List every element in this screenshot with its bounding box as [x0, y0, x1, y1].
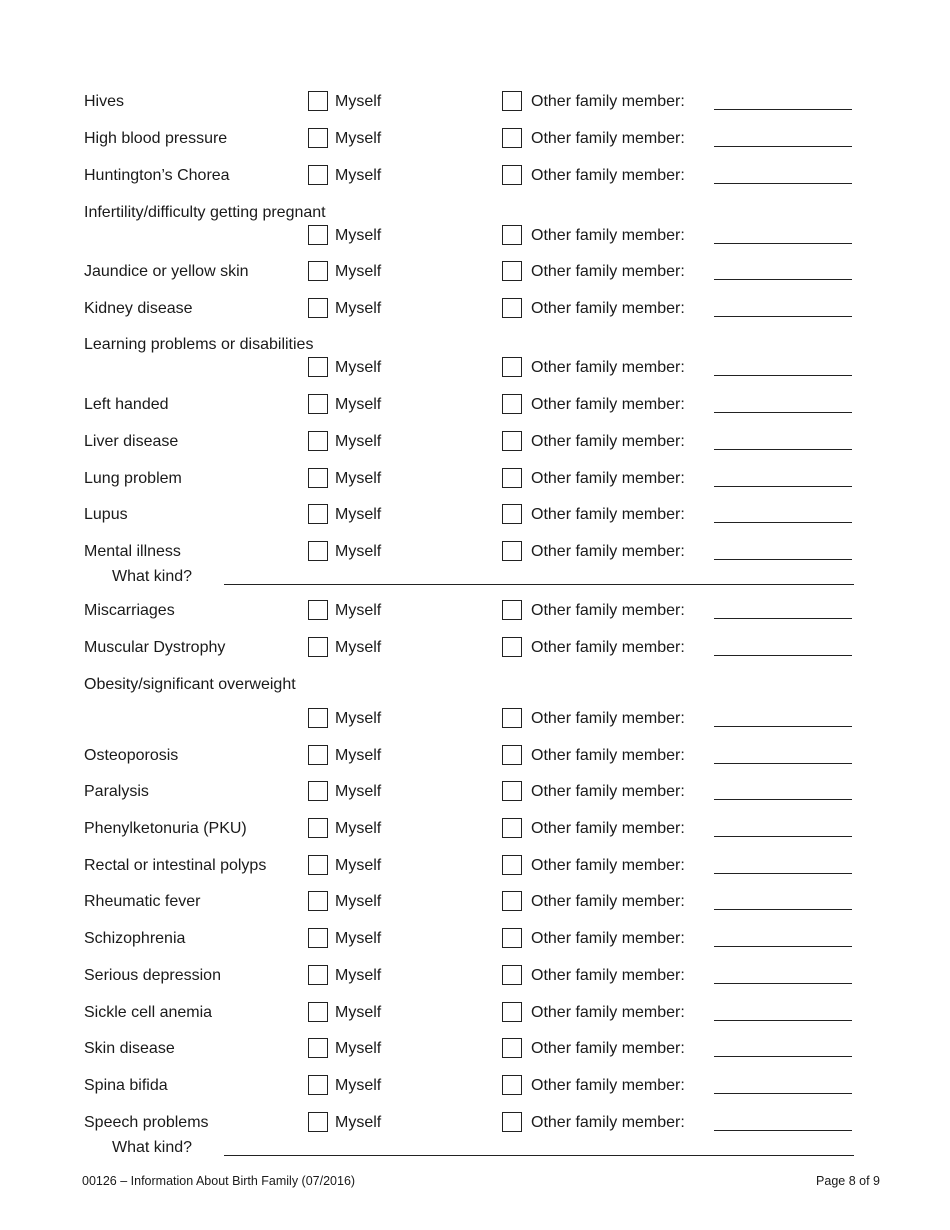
other-family-member-label: Other family member: — [531, 820, 685, 837]
other-family-member-blank[interactable] — [714, 909, 852, 910]
condition-label: Phenylketonuria (PKU) — [84, 820, 247, 837]
myself-checkbox[interactable] — [308, 91, 328, 111]
myself-label: Myself — [335, 93, 382, 110]
condition-label: Hives — [84, 93, 125, 110]
other-family-member-checkbox[interactable] — [502, 600, 522, 620]
other-family-member-checkbox[interactable] — [502, 431, 522, 451]
myself-checkbox[interactable] — [308, 781, 328, 801]
myself-label: Myself — [335, 893, 382, 910]
other-family-member-blank[interactable] — [714, 1056, 852, 1057]
other-family-member-blank[interactable] — [714, 559, 852, 560]
other-family-member-checkbox[interactable] — [502, 225, 522, 245]
myself-label: Myself — [335, 506, 382, 523]
condition-label: Spina bifida — [84, 1077, 168, 1094]
myself-label: Myself — [335, 1004, 382, 1021]
other-family-member-blank[interactable] — [714, 279, 852, 280]
other-family-member-label: Other family member: — [531, 359, 685, 376]
myself-checkbox[interactable] — [308, 1075, 328, 1095]
other-family-member-blank[interactable] — [714, 618, 852, 619]
other-family-member-blank[interactable] — [714, 946, 852, 947]
other-family-member-checkbox[interactable] — [502, 781, 522, 801]
myself-checkbox[interactable] — [308, 1002, 328, 1022]
other-family-member-checkbox[interactable] — [502, 818, 522, 838]
other-family-member-blank[interactable] — [714, 1020, 852, 1021]
other-family-member-blank[interactable] — [714, 375, 852, 376]
what-kind-blank[interactable] — [224, 1155, 854, 1156]
myself-checkbox[interactable] — [308, 928, 328, 948]
condition-label: Lung problem — [84, 470, 182, 487]
other-family-member-blank[interactable] — [714, 522, 852, 523]
myself-label: Myself — [335, 967, 382, 984]
condition-row — [0, 260, 950, 288]
condition-row — [0, 90, 950, 118]
myself-label: Myself — [335, 396, 382, 413]
condition-row — [0, 540, 950, 568]
myself-checkbox[interactable] — [308, 745, 328, 765]
myself-checkbox[interactable] — [308, 1112, 328, 1132]
myself-label: Myself — [335, 930, 382, 947]
other-family-member-checkbox[interactable] — [502, 468, 522, 488]
condition-label: Sickle cell anemia — [84, 1004, 213, 1021]
condition-label: Speech problems — [84, 1114, 209, 1131]
other-family-member-checkbox[interactable] — [502, 708, 522, 728]
myself-checkbox[interactable] — [308, 261, 328, 281]
condition-row — [0, 636, 950, 664]
condition-row — [0, 1111, 950, 1139]
myself-label: Myself — [335, 1077, 382, 1094]
condition-label: Schizophrenia — [84, 930, 186, 947]
myself-checkbox[interactable] — [308, 357, 328, 377]
myself-label: Myself — [335, 470, 382, 487]
condition-label: Infertility/difficulty getting pregnant — [84, 204, 326, 221]
what-kind-label: What kind? — [112, 568, 193, 585]
other-family-member-label: Other family member: — [531, 263, 685, 280]
condition-row — [0, 780, 950, 808]
other-family-member-label: Other family member: — [531, 639, 685, 656]
condition-row — [0, 164, 950, 192]
other-family-member-checkbox[interactable] — [502, 91, 522, 111]
condition-label: Liver disease — [84, 433, 179, 450]
myself-label: Myself — [335, 543, 382, 560]
myself-label: Myself — [335, 857, 382, 874]
condition-row — [0, 1037, 950, 1065]
other-family-member-checkbox[interactable] — [502, 541, 522, 561]
other-family-member-label: Other family member: — [531, 167, 685, 184]
myself-label: Myself — [335, 130, 382, 147]
other-family-member-label: Other family member: — [531, 857, 685, 874]
condition-row — [0, 890, 950, 918]
myself-label: Myself — [335, 1114, 382, 1131]
condition-row — [0, 467, 950, 495]
myself-label: Myself — [335, 820, 382, 837]
myself-label: Myself — [335, 747, 382, 764]
myself-checkbox[interactable] — [308, 504, 328, 524]
myself-checkbox[interactable] — [308, 468, 328, 488]
other-family-member-checkbox[interactable] — [502, 504, 522, 524]
other-family-member-checkbox[interactable] — [502, 1112, 522, 1132]
other-family-member-checkbox[interactable] — [502, 637, 522, 657]
myself-label: Myself — [335, 783, 382, 800]
other-family-member-checkbox[interactable] — [502, 965, 522, 985]
other-family-member-label: Other family member: — [531, 602, 685, 619]
other-family-member-blank[interactable] — [714, 109, 852, 110]
condition-label: Serious depression — [84, 967, 221, 984]
condition-label: Skin disease — [84, 1040, 175, 1057]
myself-checkbox[interactable] — [308, 965, 328, 985]
other-family-member-label: Other family member: — [531, 893, 685, 910]
other-family-member-checkbox[interactable] — [502, 261, 522, 281]
what-kind-blank[interactable] — [224, 584, 854, 585]
other-family-member-label: Other family member: — [531, 783, 685, 800]
condition-label: Learning problems or disabilities — [84, 336, 314, 353]
condition-label: Mental illness — [84, 543, 181, 560]
other-family-member-blank[interactable] — [714, 316, 852, 317]
what-kind-label: What kind? — [112, 1139, 193, 1156]
other-family-member-label: Other family member: — [531, 1040, 685, 1057]
myself-checkbox[interactable] — [308, 165, 328, 185]
other-family-member-blank[interactable] — [714, 655, 852, 656]
myself-checkbox[interactable] — [308, 225, 328, 245]
condition-label: Paralysis — [84, 783, 149, 800]
other-family-member-checkbox[interactable] — [502, 928, 522, 948]
other-family-member-label: Other family member: — [531, 747, 685, 764]
condition-label: Miscarriages — [84, 602, 175, 619]
myself-label: Myself — [335, 1040, 382, 1057]
other-family-member-label: Other family member: — [531, 1077, 685, 1094]
other-family-member-blank[interactable] — [714, 873, 852, 874]
other-family-member-label: Other family member: — [531, 543, 685, 560]
other-family-member-blank[interactable] — [714, 412, 852, 413]
myself-label: Myself — [335, 639, 382, 656]
other-family-member-blank[interactable] — [714, 726, 852, 727]
myself-label: Myself — [335, 359, 382, 376]
other-family-member-label: Other family member: — [531, 1114, 685, 1131]
other-family-member-blank[interactable] — [714, 449, 852, 450]
condition-row — [0, 964, 950, 992]
other-family-member-blank[interactable] — [714, 243, 852, 244]
myself-checkbox[interactable] — [308, 298, 328, 318]
condition-label: Lupus — [84, 506, 128, 523]
other-family-member-blank[interactable] — [714, 799, 852, 800]
condition-label: Jaundice or yellow skin — [84, 263, 249, 280]
page-number-footer: Page 8 of 9 — [816, 1174, 880, 1188]
other-family-member-label: Other family member: — [531, 130, 685, 147]
condition-row — [0, 854, 950, 882]
condition-row — [0, 430, 950, 458]
myself-label: Myself — [335, 710, 382, 727]
other-family-member-label: Other family member: — [531, 506, 685, 523]
other-family-member-checkbox[interactable] — [502, 165, 522, 185]
other-family-member-label: Other family member: — [531, 930, 685, 947]
myself-checkbox[interactable] — [308, 818, 328, 838]
condition-row — [0, 1001, 950, 1029]
myself-checkbox[interactable] — [308, 1038, 328, 1058]
other-family-member-checkbox[interactable] — [502, 298, 522, 318]
condition-row — [0, 393, 950, 421]
myself-checkbox[interactable] — [308, 394, 328, 414]
other-family-member-label: Other family member: — [531, 967, 685, 984]
condition-label: Kidney disease — [84, 300, 193, 317]
myself-checkbox[interactable] — [308, 541, 328, 561]
myself-label: Myself — [335, 227, 382, 244]
myself-checkbox[interactable] — [308, 431, 328, 451]
condition-label: Rectal or intestinal polyps — [84, 857, 267, 874]
condition-row — [0, 224, 950, 252]
other-family-member-label: Other family member: — [531, 93, 685, 110]
myself-label: Myself — [335, 433, 382, 450]
myself-checkbox[interactable] — [308, 708, 328, 728]
other-family-member-blank[interactable] — [714, 763, 852, 764]
condition-row — [0, 297, 950, 325]
other-family-member-checkbox[interactable] — [502, 1002, 522, 1022]
condition-row — [0, 707, 950, 735]
condition-label: Rheumatic fever — [84, 893, 201, 910]
condition-row — [0, 356, 950, 384]
condition-row — [0, 127, 950, 155]
condition-row — [0, 744, 950, 772]
condition-label: Huntington’s Chorea — [84, 167, 230, 184]
other-family-member-checkbox[interactable] — [502, 855, 522, 875]
other-family-member-blank[interactable] — [714, 1130, 852, 1131]
other-family-member-checkbox[interactable] — [502, 891, 522, 911]
other-family-member-blank[interactable] — [714, 146, 852, 147]
condition-label: Left handed — [84, 396, 169, 413]
other-family-member-blank[interactable] — [714, 486, 852, 487]
other-family-member-checkbox[interactable] — [502, 1038, 522, 1058]
form-id-footer: 00126 – Information About Birth Family (07/2016) — [82, 1174, 356, 1188]
myself-checkbox[interactable] — [308, 128, 328, 148]
myself-label: Myself — [335, 167, 382, 184]
other-family-member-checkbox[interactable] — [502, 357, 522, 377]
condition-row — [0, 1074, 950, 1102]
condition-label: Osteoporosis — [84, 747, 179, 764]
other-family-member-blank[interactable] — [714, 183, 852, 184]
other-family-member-checkbox[interactable] — [502, 745, 522, 765]
myself-label: Myself — [335, 602, 382, 619]
condition-label: Muscular Dystrophy — [84, 639, 226, 656]
other-family-member-checkbox[interactable] — [502, 1075, 522, 1095]
myself-checkbox[interactable] — [308, 600, 328, 620]
other-family-member-label: Other family member: — [531, 396, 685, 413]
condition-row — [0, 927, 950, 955]
condition-label: High blood pressure — [84, 130, 228, 147]
myself-checkbox[interactable] — [308, 637, 328, 657]
other-family-member-label: Other family member: — [531, 470, 685, 487]
other-family-member-label: Other family member: — [531, 227, 685, 244]
other-family-member-label: Other family member: — [531, 1004, 685, 1021]
other-family-member-checkbox[interactable] — [502, 394, 522, 414]
myself-checkbox[interactable] — [308, 891, 328, 911]
condition-row — [0, 817, 950, 845]
myself-label: Myself — [335, 263, 382, 280]
other-family-member-label: Other family member: — [531, 433, 685, 450]
myself-label: Myself — [335, 300, 382, 317]
myself-checkbox[interactable] — [308, 855, 328, 875]
other-family-member-blank[interactable] — [714, 836, 852, 837]
other-family-member-blank[interactable] — [714, 1093, 852, 1094]
other-family-member-label: Other family member: — [531, 300, 685, 317]
other-family-member-blank[interactable] — [714, 983, 852, 984]
condition-row — [0, 599, 950, 627]
condition-label: Obesity/significant overweight — [84, 676, 296, 693]
other-family-member-checkbox[interactable] — [502, 128, 522, 148]
other-family-member-label: Other family member: — [531, 710, 685, 727]
condition-row — [0, 503, 950, 531]
